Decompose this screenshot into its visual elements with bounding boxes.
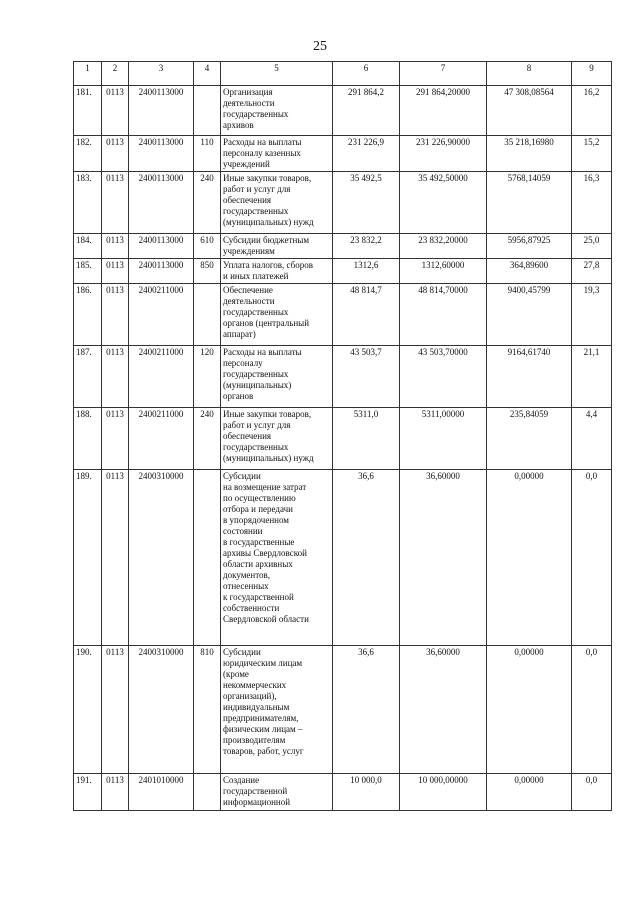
refined-amount-cell: 48 814,70000 xyxy=(400,284,487,346)
execution-percent-cell: 15,2 xyxy=(572,136,612,172)
refined-amount-cell: 43 503,70000 xyxy=(400,346,487,408)
plan-amount-cell: 36,6 xyxy=(333,470,400,646)
item-name-cell: Расходы на выплаты персоналу государственных (муниципальных) органов xyxy=(221,346,333,408)
item-name-cell: Создание государственной информационной xyxy=(221,774,333,811)
expense-type-code-cell: 610 xyxy=(194,234,221,259)
executed-amount-cell: 9164,61740 xyxy=(487,346,572,408)
target-item-code-cell: 2400113000 xyxy=(129,86,194,136)
expense-type-code-cell: 110 xyxy=(194,136,221,172)
executed-amount-cell: 5956,87925 xyxy=(487,234,572,259)
expense-type-code-cell: 850 xyxy=(194,259,221,284)
execution-percent-cell: 4,4 xyxy=(572,408,612,470)
executed-amount-cell: 5768,14059 xyxy=(487,172,572,234)
item-name-cell: Иные закупки товаров, работ и услуг для обеспечения государственных (муниципальных) нужд xyxy=(221,172,333,234)
execution-percent-cell: 0,0 xyxy=(572,646,612,774)
executed-amount-cell: 364,89600 xyxy=(487,259,572,284)
section-code-cell: 0113 xyxy=(102,774,129,811)
table-row xyxy=(74,470,612,646)
plan-amount-cell: 231 226,9 xyxy=(333,136,400,172)
plan-amount-cell: 35 492,5 xyxy=(333,172,400,234)
expense-type-code-cell: 120 xyxy=(194,346,221,408)
row-number-cell: 181. xyxy=(74,86,102,136)
table-row xyxy=(74,234,612,259)
header-cell-col-5: 5 xyxy=(221,62,333,86)
header-cell-col-3: 3 xyxy=(129,62,194,86)
row-number-cell: 184. xyxy=(74,234,102,259)
row-number-cell: 186. xyxy=(74,284,102,346)
execution-percent-cell: 16,2 xyxy=(572,86,612,136)
executed-amount-cell: 235,84059 xyxy=(487,408,572,470)
execution-percent-cell: 16,3 xyxy=(572,172,612,234)
refined-amount-cell: 231 226,90000 xyxy=(400,136,487,172)
table-header-row xyxy=(74,62,612,86)
page-number: 25 xyxy=(313,39,327,54)
target-item-code-cell: 2400211000 xyxy=(129,346,194,408)
plan-amount-cell: 5311,0 xyxy=(333,408,400,470)
executed-amount-cell: 47 308,08564 xyxy=(487,86,572,136)
item-name-cell: Субсидии юридическим лицам (кроме некоммерческих организаций), индивидуальным предпринимателям, физическим лицам – производителям товаров, работ, услуг xyxy=(221,646,333,774)
section-code-cell: 0113 xyxy=(102,646,129,774)
row-number-cell: 188. xyxy=(74,408,102,470)
target-item-code-cell: 2400113000 xyxy=(129,172,194,234)
expense-type-code-cell xyxy=(194,86,221,136)
section-code-cell: 0113 xyxy=(102,346,129,408)
refined-amount-cell: 1312,60000 xyxy=(400,259,487,284)
plan-amount-cell: 36,6 xyxy=(333,646,400,774)
table-row xyxy=(74,646,612,774)
section-code-cell: 0113 xyxy=(102,136,129,172)
table-row xyxy=(74,172,612,234)
expense-type-code-cell: 810 xyxy=(194,646,221,774)
refined-amount-cell: 5311,00000 xyxy=(400,408,487,470)
section-code-cell: 0113 xyxy=(102,172,129,234)
table-row xyxy=(74,284,612,346)
refined-amount-cell: 291 864,20000 xyxy=(400,86,487,136)
table-row xyxy=(74,259,612,284)
item-name-cell: Обеспечение деятельности государственных органов (центральный аппарат) xyxy=(221,284,333,346)
section-code-cell: 0113 xyxy=(102,470,129,646)
section-code-cell: 0113 xyxy=(102,86,129,136)
row-number-cell: 191. xyxy=(74,774,102,811)
row-number-cell: 183. xyxy=(74,172,102,234)
target-item-code-cell: 2400113000 xyxy=(129,259,194,284)
target-item-code-cell: 2400310000 xyxy=(129,470,194,646)
execution-percent-cell: 25,0 xyxy=(572,234,612,259)
item-name-cell: Уплата налогов, сборов и иных платежей xyxy=(221,259,333,284)
section-code-cell: 0113 xyxy=(102,234,129,259)
execution-percent-cell: 0,0 xyxy=(572,470,612,646)
executed-amount-cell: 0,00000 xyxy=(487,470,572,646)
executed-amount-cell: 0,00000 xyxy=(487,774,572,811)
header-cell-col-2: 2 xyxy=(102,62,129,86)
row-number-cell: 185. xyxy=(74,259,102,284)
expense-type-code-cell: 240 xyxy=(194,408,221,470)
plan-amount-cell: 1312,6 xyxy=(333,259,400,284)
header-cell-col-1: 1 xyxy=(74,62,102,86)
row-number-cell: 189. xyxy=(74,470,102,646)
target-item-code-cell: 2400211000 xyxy=(129,408,194,470)
executed-amount-cell: 0,00000 xyxy=(487,646,572,774)
header-cell-col-4: 4 xyxy=(194,62,221,86)
executed-amount-cell: 9400,45799 xyxy=(487,284,572,346)
target-item-code-cell: 2400113000 xyxy=(129,234,194,259)
expense-type-code-cell xyxy=(194,470,221,646)
section-code-cell: 0113 xyxy=(102,408,129,470)
table-row xyxy=(74,774,612,811)
execution-percent-cell: 0,0 xyxy=(572,774,612,811)
row-number-cell: 190. xyxy=(74,646,102,774)
section-code-cell: 0113 xyxy=(102,259,129,284)
plan-amount-cell: 43 503,7 xyxy=(333,346,400,408)
item-name-cell: Расходы на выплаты персоналу казенных учреждений xyxy=(221,136,333,172)
section-code-cell: 0113 xyxy=(102,284,129,346)
target-item-code-cell: 2401010000 xyxy=(129,774,194,811)
header-cell-col-7: 7 xyxy=(400,62,487,86)
item-name-cell: Субсидии бюджетным учреждениям xyxy=(221,234,333,259)
target-item-code-cell: 2400211000 xyxy=(129,284,194,346)
plan-amount-cell: 23 832,2 xyxy=(333,234,400,259)
table-row xyxy=(74,408,612,470)
row-number-cell: 187. xyxy=(74,346,102,408)
header-cell-col-6: 6 xyxy=(333,62,400,86)
execution-percent-cell: 27,8 xyxy=(572,259,612,284)
refined-amount-cell: 36,60000 xyxy=(400,646,487,774)
target-item-code-cell: 2400310000 xyxy=(129,646,194,774)
budget-table xyxy=(73,61,612,811)
table-row xyxy=(74,346,612,408)
plan-amount-cell: 10 000,0 xyxy=(333,774,400,811)
plan-amount-cell: 291 864,2 xyxy=(333,86,400,136)
refined-amount-cell: 35 492,50000 xyxy=(400,172,487,234)
item-name-cell: Иные закупки товаров, работ и услуг для обеспечения государственных (муниципальных) нужд xyxy=(221,408,333,470)
executed-amount-cell: 35 218,16980 xyxy=(487,136,572,172)
table-row xyxy=(74,86,612,136)
target-item-code-cell: 2400113000 xyxy=(129,136,194,172)
refined-amount-cell: 36,60000 xyxy=(400,470,487,646)
execution-percent-cell: 21,1 xyxy=(572,346,612,408)
row-number-cell: 182. xyxy=(74,136,102,172)
expense-type-code-cell xyxy=(194,284,221,346)
plan-amount-cell: 48 814,7 xyxy=(333,284,400,346)
item-name-cell: Субсидии на возмещение затрат по осуществлению отбора и передачи в упорядоченном состоянии в государственные архивы Свердловской области архивных документов, отнесенных к государственной собственности Свердловской области xyxy=(221,470,333,646)
refined-amount-cell: 10 000,00000 xyxy=(400,774,487,811)
expense-type-code-cell: 240 xyxy=(194,172,221,234)
item-name-cell: Организация деятельности государственных архивов xyxy=(221,86,333,136)
header-cell-col-8: 8 xyxy=(487,62,572,86)
table-row xyxy=(74,136,612,172)
execution-percent-cell: 19,3 xyxy=(572,284,612,346)
header-cell-col-9: 9 xyxy=(572,62,612,86)
refined-amount-cell: 23 832,20000 xyxy=(400,234,487,259)
expense-type-code-cell xyxy=(194,774,221,811)
